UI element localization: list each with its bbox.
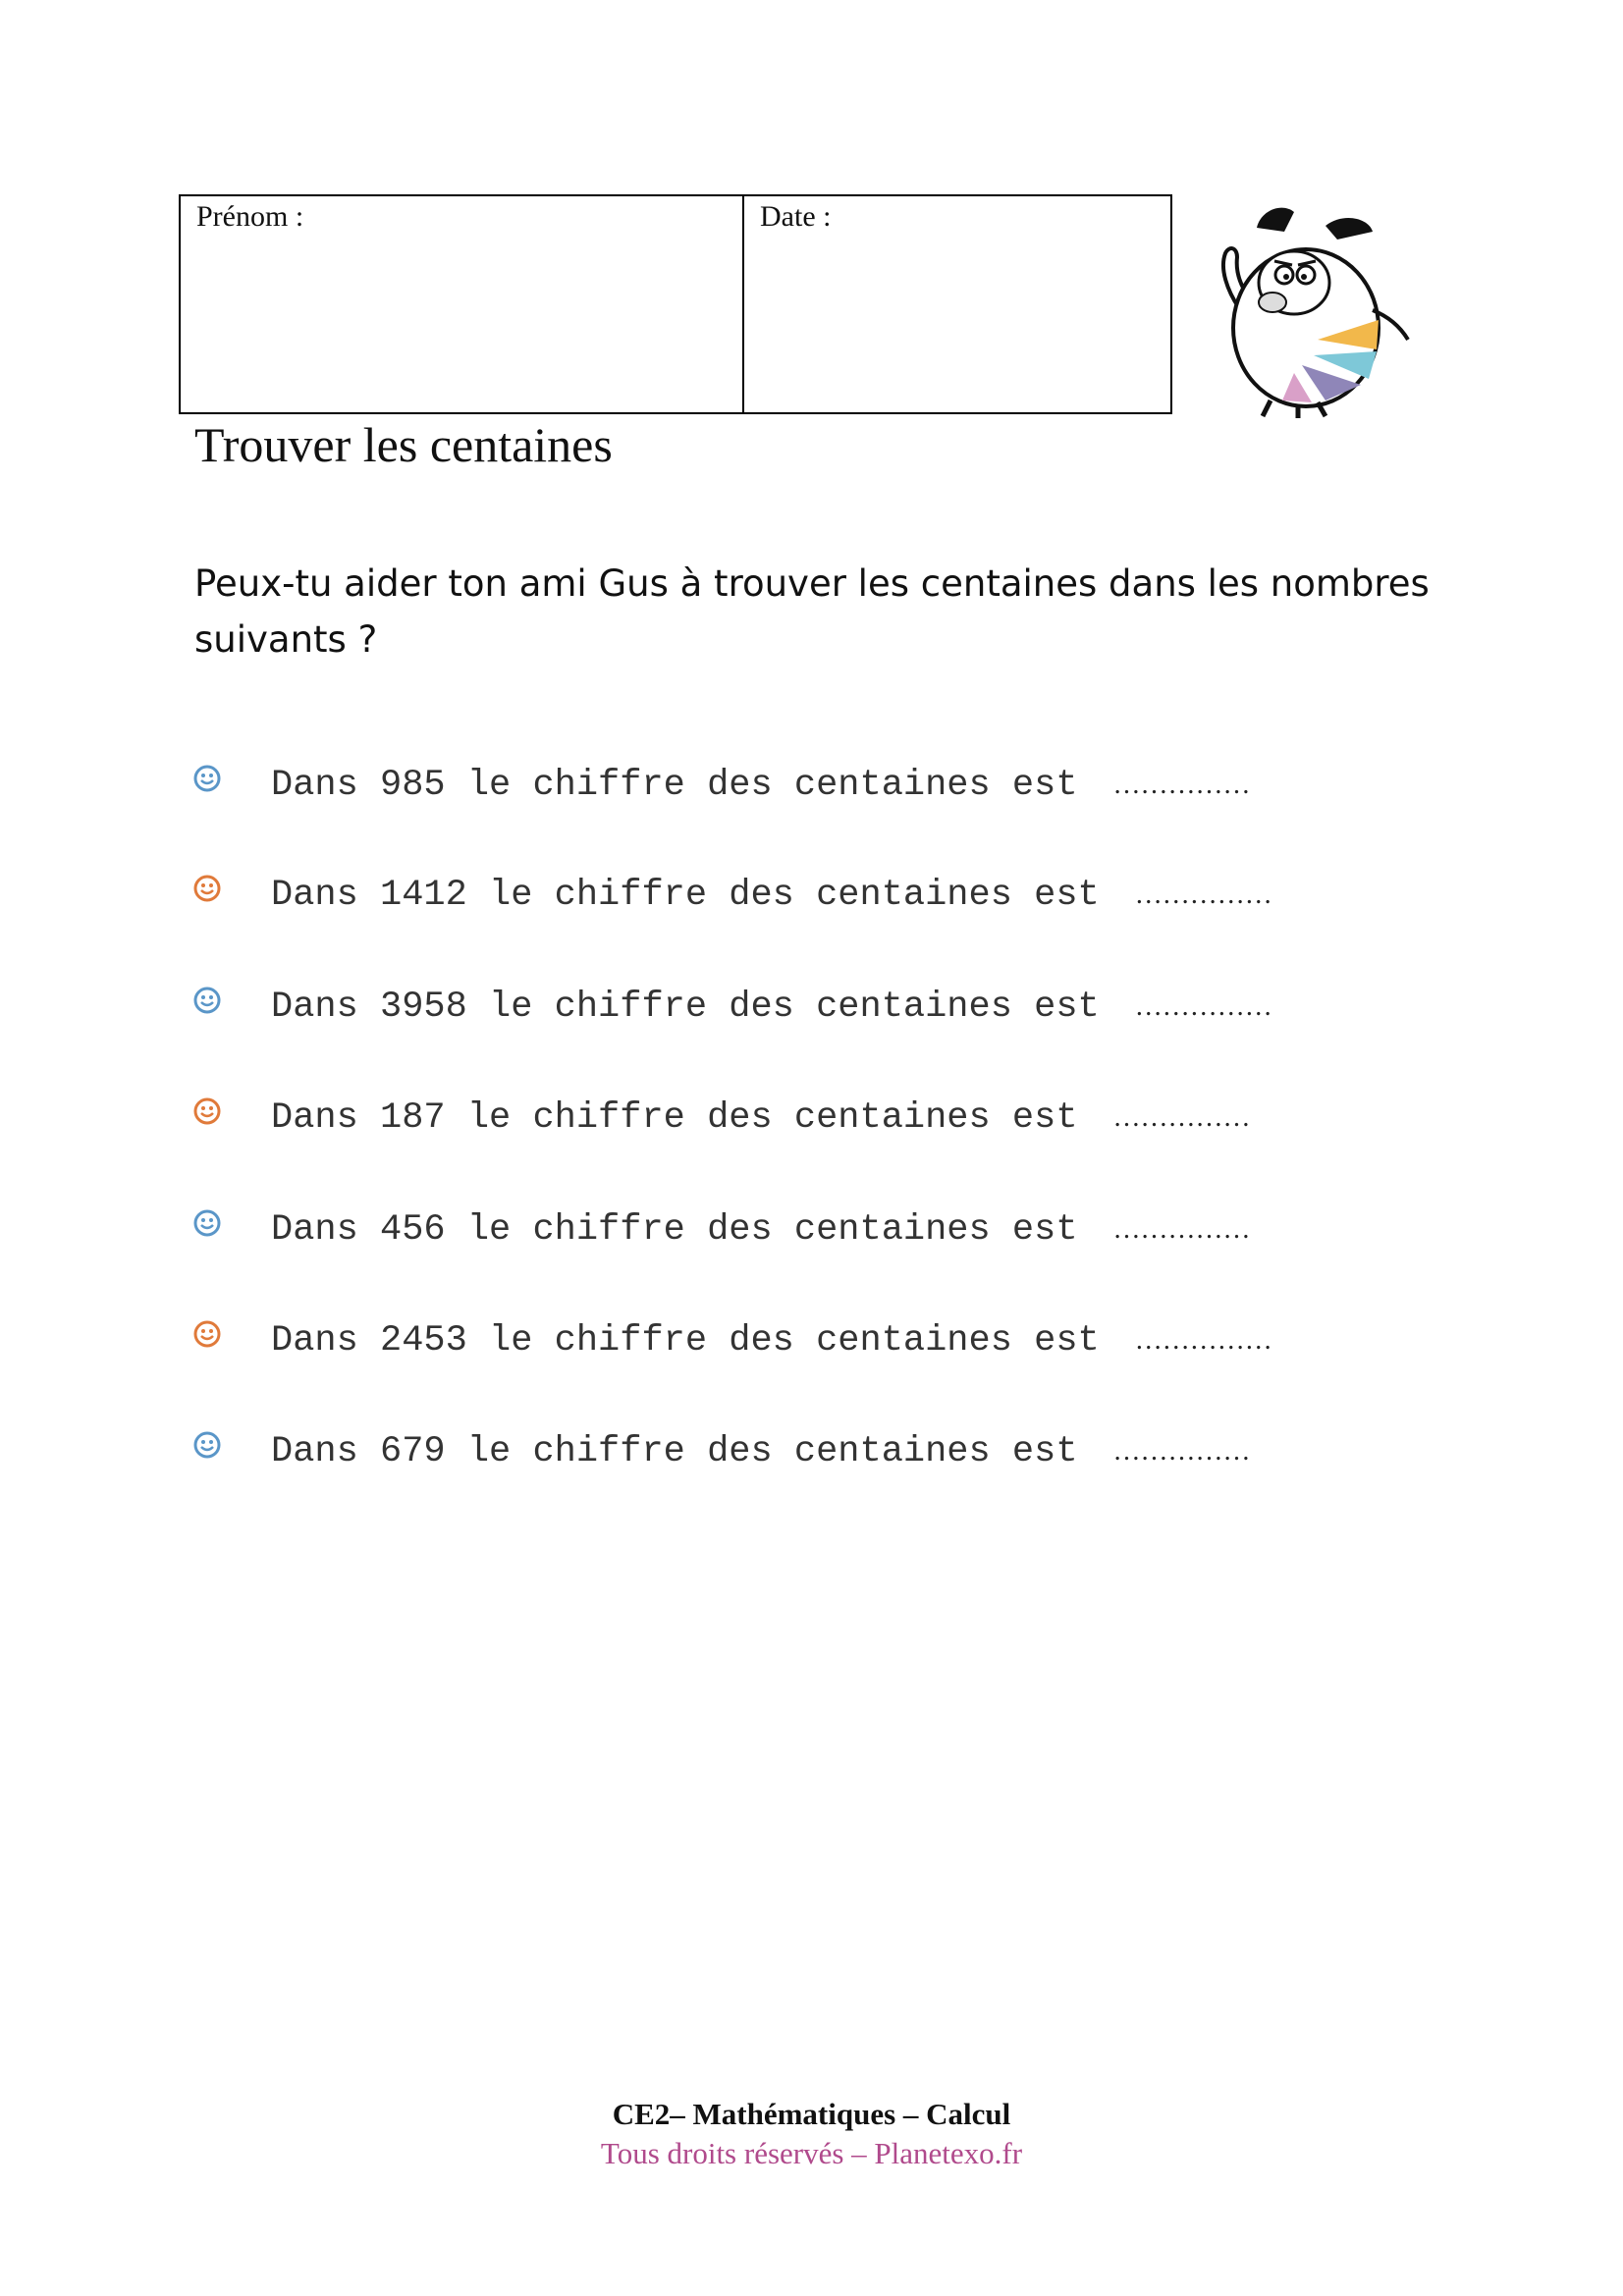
smiley-icon — [192, 764, 222, 793]
exercise-sentence: Dans 1412 le chiffre des centaines est — [271, 875, 1100, 916]
exercise-sentence: Dans 456 le chiffre des centaines est — [271, 1209, 1078, 1251]
footer-title: CE2– Mathématiques – Calcul — [612, 2097, 1011, 2131]
page-title: Trouver les centaines — [194, 417, 613, 472]
date-label: Date : — [760, 200, 832, 233]
answer-blank[interactable]: …………… — [1112, 1436, 1251, 1467]
date-cell[interactable] — [744, 196, 1170, 412]
exercise-sentence: Dans 187 le chiffre des centaines est — [271, 1097, 1078, 1139]
exercise-item — [192, 1311, 1272, 1370]
name-label: Prénom : — [196, 200, 304, 233]
answer-blank[interactable]: …………… — [1112, 1214, 1251, 1245]
gus-mascot-icon — [1200, 192, 1416, 418]
exercise-item — [192, 1422, 1251, 1481]
footer-copyright[interactable]: Tous droits réservés – Planetexo.fr — [600, 2136, 1023, 2170]
student-info-table — [179, 194, 1172, 414]
exercise-item — [192, 1201, 1251, 1259]
smiley-icon — [192, 1096, 222, 1126]
smiley-icon — [192, 1208, 222, 1238]
answer-blank[interactable]: …………… — [1112, 1102, 1251, 1133]
smiley-icon — [192, 1319, 222, 1349]
smiley-icon — [192, 986, 222, 1015]
exercise-item — [192, 1089, 1251, 1148]
answer-blank[interactable]: …………… — [1112, 770, 1251, 800]
exercise-sentence: Dans 3958 le chiffre des centaines est — [271, 987, 1100, 1028]
exercise-sentence: Dans 679 le chiffre des centaines est — [271, 1431, 1078, 1472]
exercise-item — [192, 866, 1272, 925]
answer-blank[interactable]: …………… — [1134, 1325, 1272, 1356]
smiley-icon — [192, 1430, 222, 1460]
exercise-sentence: Dans 985 le chiffre des centaines est — [271, 765, 1078, 806]
smiley-icon — [192, 874, 222, 903]
exercise-sentence: Dans 2453 le chiffre des centaines est — [271, 1320, 1100, 1362]
name-cell[interactable] — [181, 196, 744, 412]
answer-blank[interactable]: …………… — [1134, 991, 1272, 1022]
instruction-text: Peux-tu aider ton ami Gus à trouver les centaines dans les nombres suivants ? — [194, 562, 1430, 661]
exercise-item — [192, 756, 1251, 815]
exercise-item — [192, 978, 1272, 1037]
answer-blank[interactable]: …………… — [1134, 880, 1272, 910]
